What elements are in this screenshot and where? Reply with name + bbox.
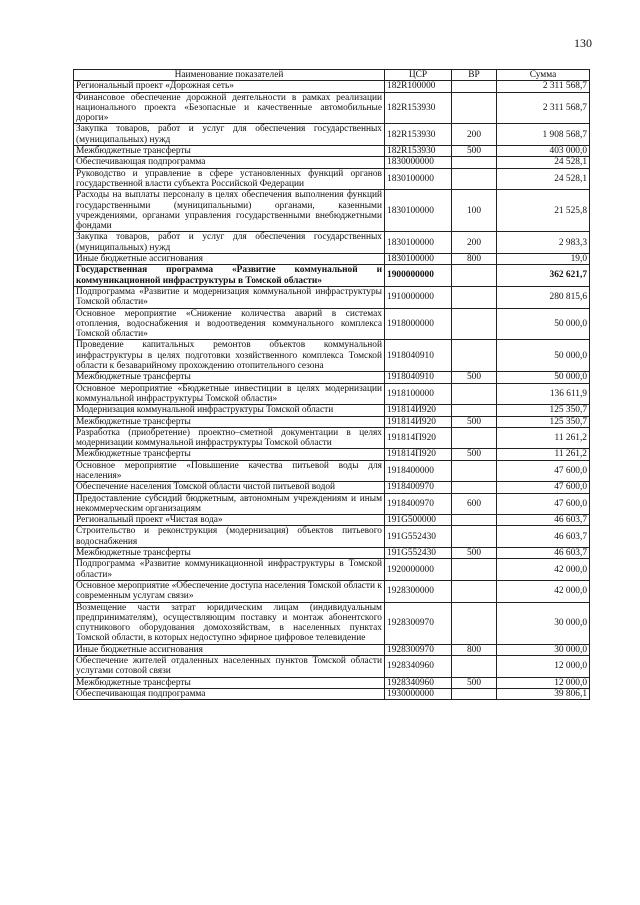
row-vr: 200	[452, 124, 497, 146]
row-sum: 362 621,7	[497, 265, 590, 287]
table-row	[74, 124, 590, 146]
table-body	[74, 81, 590, 700]
row-csr: 1928300970	[385, 644, 452, 655]
row-csr: 191G552430	[385, 526, 452, 548]
row-name: Межбюджетные трансферты	[74, 677, 385, 688]
row-vr	[452, 580, 497, 602]
row-csr: 191G552430	[385, 548, 452, 559]
row-vr: 800	[452, 644, 497, 655]
table-row	[74, 286, 590, 308]
row-sum: 42 000,0	[497, 559, 590, 581]
table-row	[74, 548, 590, 559]
row-csr: 1928300000	[385, 580, 452, 602]
row-vr	[452, 688, 497, 699]
table-row	[74, 493, 590, 515]
table-row	[74, 427, 590, 449]
row-sum: 24 528,1	[497, 157, 590, 168]
table-row	[74, 157, 590, 168]
row-vr: 500	[452, 449, 497, 460]
row-name: Межбюджетные трансферты	[74, 416, 385, 427]
row-csr: 1928300970	[385, 602, 452, 644]
row-sum: 46 603,7	[497, 515, 590, 526]
row-vr	[452, 308, 497, 340]
row-name: Региональный проект «Чистая вода»	[74, 515, 385, 526]
row-vr	[452, 340, 497, 372]
table-row	[74, 644, 590, 655]
table-row	[74, 416, 590, 427]
row-vr	[452, 559, 497, 581]
table-row	[74, 449, 590, 460]
table-row	[74, 308, 590, 340]
table-row	[74, 146, 590, 157]
row-csr: 1830100000	[385, 232, 452, 254]
row-name: Иные бюджетные ассигнования	[74, 644, 385, 655]
row-sum: 21 525,8	[497, 190, 590, 232]
row-name: Закупка товаров, работ и услуг для обеспечения государственных (муниципальных) нужд	[74, 124, 385, 146]
table-row	[74, 677, 590, 688]
row-csr: 1918040910	[385, 340, 452, 372]
row-name: Проведение капитальных ремонтов объектов коммунальной инфраструктуры в целях подготовки хозяйственного комплекса Томской области к безаварийному прохождению отопительного сезона	[74, 340, 385, 372]
row-sum: 30 000,0	[497, 602, 590, 644]
row-sum: 2 311 568,7	[497, 81, 590, 92]
row-sum: 50 000,0	[497, 308, 590, 340]
table-row	[74, 656, 590, 678]
row-vr: 500	[452, 548, 497, 559]
table-row	[74, 405, 590, 416]
header-sum: Сумма	[497, 70, 590, 81]
table-row	[74, 92, 590, 124]
table-row	[74, 254, 590, 265]
row-sum: 1 908 568,7	[497, 124, 590, 146]
row-vr	[452, 602, 497, 644]
row-name: Расходы на выплаты персоналу в целях обеспечения выполнения функций государственными (муниципальными) органами, казенными учреждениями, органами управления государственными внебюджетными фондами	[74, 190, 385, 232]
row-csr: 1918000000	[385, 308, 452, 340]
row-vr	[452, 405, 497, 416]
row-vr	[452, 656, 497, 678]
row-sum: 403 000,0	[497, 146, 590, 157]
row-vr	[452, 92, 497, 124]
row-sum: 11 261,2	[497, 427, 590, 449]
row-vr: 500	[452, 416, 497, 427]
row-name: Иные бюджетные ассигнования	[74, 254, 385, 265]
row-name: Модернизация коммунальной инфраструктуры Томской области	[74, 405, 385, 416]
row-csr: 1928340960	[385, 677, 452, 688]
header-csr: ЦСР	[385, 70, 452, 81]
table-row	[74, 232, 590, 254]
row-csr: 182R153930	[385, 124, 452, 146]
row-vr	[452, 157, 497, 168]
row-sum: 11 261,2	[497, 449, 590, 460]
row-vr	[452, 526, 497, 548]
row-name: Обеспечивающая подпрограмма	[74, 157, 385, 168]
row-vr	[452, 383, 497, 405]
row-sum: 125 350,7	[497, 405, 590, 416]
row-csr: 1928340960	[385, 656, 452, 678]
row-sum: 12 000,0	[497, 677, 590, 688]
row-csr: 191814И920	[385, 405, 452, 416]
row-vr	[452, 460, 497, 482]
row-csr: 182R100000	[385, 81, 452, 92]
table-header-row	[74, 70, 590, 81]
row-csr: 182R153930	[385, 146, 452, 157]
row-name: Финансовое обеспечение дорожной деятельности в рамках реализации национального проекта «Безопасные и качественные автомобильные дороги»	[74, 92, 385, 124]
row-name: Обеспечение населения Томской области чистой питьевой водой	[74, 482, 385, 493]
row-sum: 50 000,0	[497, 340, 590, 372]
row-csr: 1930000000	[385, 688, 452, 699]
row-vr: 200	[452, 232, 497, 254]
row-csr: 1910000000	[385, 286, 452, 308]
row-name: Государственная программа «Развитие коммунальной и коммуникационной инфраструктуры в Томской области»	[74, 265, 385, 287]
row-sum: 47 600,0	[497, 460, 590, 482]
table-row	[74, 265, 590, 287]
row-name: Подпрограмма «Развитие коммуникационной инфраструктуры в Томской области»	[74, 559, 385, 581]
row-name: Основное мероприятие «Снижение количества аварий в системах отопления, водоснабжения и водоотведения коммунального комплекса Томской области»	[74, 308, 385, 340]
row-sum: 30 000,0	[497, 644, 590, 655]
row-name: Руководство и управление в сфере установленных функций органов государственной власти субъекта Российской Федерации	[74, 168, 385, 190]
row-vr	[452, 265, 497, 287]
row-name: Разработка (приобретение) проектно–сметной документации в целях модернизации коммунальной инфраструктуры Томской области	[74, 427, 385, 449]
row-csr: 1830100000	[385, 190, 452, 232]
row-vr: 100	[452, 190, 497, 232]
table-row	[74, 383, 590, 405]
row-name: Межбюджетные трансферты	[74, 548, 385, 559]
row-name: Предоставление субсидий бюджетным, автономным учреждениям и иным некоммерческим организациям	[74, 493, 385, 515]
row-sum: 47 600,0	[497, 493, 590, 515]
row-csr: 1918400000	[385, 460, 452, 482]
row-csr: 1918400970	[385, 482, 452, 493]
row-name: Возмещение части затрат юридическим лицам (индивидуальным предпринимателям), осуществляющим поставку и монтаж абонентского спутникового оборудования домохозяйствам, в населенных пунктах Томской области, в которых недоступно эфирное цифровое телевидение	[74, 602, 385, 644]
table-row	[74, 559, 590, 581]
row-csr: 191814И920	[385, 416, 452, 427]
row-csr: 1918040910	[385, 372, 452, 383]
row-sum: 19,0	[497, 254, 590, 265]
table-row	[74, 372, 590, 383]
table-row	[74, 688, 590, 699]
header-name: Наименование показателей	[74, 70, 385, 81]
row-name: Межбюджетные трансферты	[74, 449, 385, 460]
row-sum: 2 311 568,7	[497, 92, 590, 124]
row-name: Подпрограмма «Развитие и модернизация коммунальной инфраструктуры Томской области»	[74, 286, 385, 308]
row-name: Обеспечение жителей отдаленных населенных пунктов Томской области услугами сотовой связи	[74, 656, 385, 678]
table-row	[74, 515, 590, 526]
row-csr: 1830000000	[385, 157, 452, 168]
header-vr: ВР	[452, 70, 497, 81]
row-vr	[452, 515, 497, 526]
row-sum: 46 603,7	[497, 526, 590, 548]
row-name: Строительство и реконструкция (модернизация) объектов питьевого водоснабжения	[74, 526, 385, 548]
row-vr	[452, 81, 497, 92]
row-sum: 47 600,0	[497, 482, 590, 493]
table-row	[74, 482, 590, 493]
row-name: Основное мероприятие «Повышение качества питьевой воды для населения»	[74, 460, 385, 482]
row-vr: 600	[452, 493, 497, 515]
row-csr: 191814П920	[385, 427, 452, 449]
row-vr: 500	[452, 677, 497, 688]
row-sum: 46 603,7	[497, 548, 590, 559]
row-vr	[452, 286, 497, 308]
row-name: Обеспечивающая подпрограмма	[74, 688, 385, 699]
budget-table	[73, 69, 590, 700]
row-vr	[452, 482, 497, 493]
table-row	[74, 460, 590, 482]
row-name: Межбюджетные трансферты	[74, 372, 385, 383]
row-csr: 191G500000	[385, 515, 452, 526]
row-sum: 24 528,1	[497, 168, 590, 190]
row-sum: 50 000,0	[497, 372, 590, 383]
table-row	[74, 580, 590, 602]
table-row	[74, 526, 590, 548]
row-csr: 1830100000	[385, 168, 452, 190]
row-vr	[452, 168, 497, 190]
row-name: Основное мероприятие «Обеспечение доступа населения Томской области к современным услугам связи»	[74, 580, 385, 602]
row-csr: 191814П920	[385, 449, 452, 460]
row-csr: 1918100000	[385, 383, 452, 405]
row-sum: 136 611,9	[497, 383, 590, 405]
row-vr: 800	[452, 254, 497, 265]
row-name: Региональный проект «Дорожная сеть»	[74, 81, 385, 92]
row-csr: 1920000000	[385, 559, 452, 581]
table-row	[74, 190, 590, 232]
table-row	[74, 340, 590, 372]
row-vr	[452, 427, 497, 449]
page-number: 130	[574, 36, 592, 50]
row-vr: 500	[452, 146, 497, 157]
row-vr: 500	[452, 372, 497, 383]
row-csr: 1900000000	[385, 265, 452, 287]
row-sum: 12 000,0	[497, 656, 590, 678]
row-csr: 1830100000	[385, 254, 452, 265]
row-sum: 42 000,0	[497, 580, 590, 602]
row-name: Закупка товаров, работ и услуг для обеспечения государственных (муниципальных) нужд	[74, 232, 385, 254]
row-csr: 182R153930	[385, 92, 452, 124]
row-name: Межбюджетные трансферты	[74, 146, 385, 157]
row-sum: 2 983,3	[497, 232, 590, 254]
table-row	[74, 602, 590, 644]
row-sum: 39 806,1	[497, 688, 590, 699]
table-row	[74, 168, 590, 190]
table-row	[74, 81, 590, 92]
row-csr: 1918400970	[385, 493, 452, 515]
row-name: Основное мероприятие «Бюджетные инвестиции в целях модернизации коммунальной инфраструктуры Томской области»	[74, 383, 385, 405]
row-sum: 280 815,6	[497, 286, 590, 308]
row-sum: 125 350,7	[497, 416, 590, 427]
